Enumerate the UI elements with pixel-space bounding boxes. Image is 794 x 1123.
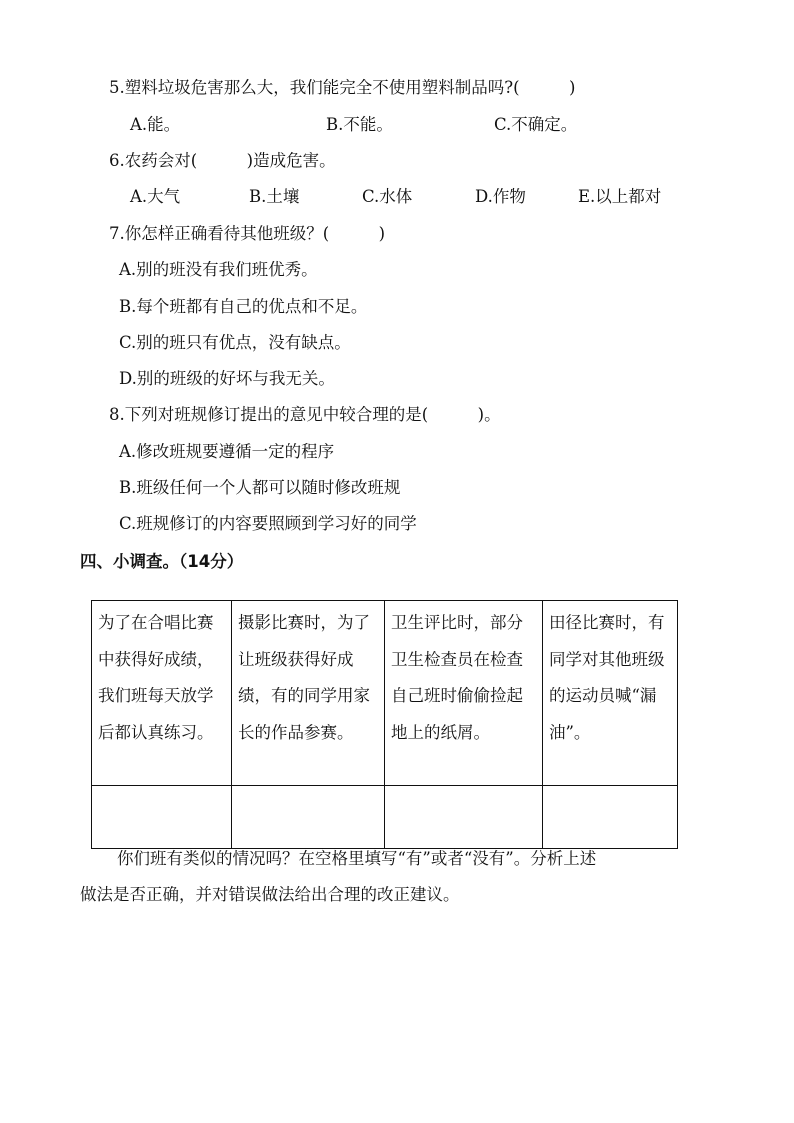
answer-cell-2[interactable] bbox=[232, 786, 385, 849]
table-row bbox=[92, 786, 678, 849]
survey-table bbox=[91, 600, 678, 849]
answer-cell-1[interactable] bbox=[92, 786, 232, 849]
survey-cell-athletics: 田径比赛时，有同学对其他班级的运动员喊“漏油”。 bbox=[543, 601, 678, 786]
question-6-option-c: C.水体 bbox=[362, 187, 413, 206]
question-5-stem: 5.塑料垃圾危害那么大，我们能完全不使用塑料制品吗?( ) bbox=[109, 78, 576, 97]
answer-cell-4[interactable] bbox=[543, 786, 678, 849]
table-row bbox=[92, 601, 678, 786]
question-8-option-b: B.班级任何一个人都可以随时修改班规 bbox=[119, 478, 401, 497]
question-6-option-e: E.以上都对 bbox=[578, 187, 662, 206]
question-7-option-b: B.每个班都有自己的优点和不足。 bbox=[119, 297, 368, 316]
survey-cell-choir: 为了在合唱比赛中获得好成绩，我们班每天放学后都认真练习。 bbox=[92, 601, 232, 786]
question-5-option-a: A.能。 bbox=[130, 115, 181, 134]
question-6-option-b: B.土壤 bbox=[249, 187, 300, 206]
question-6-option-a: A.大气 bbox=[130, 187, 181, 206]
question-8-option-c: C.班规修订的内容要照顾到学习好的同学 bbox=[119, 514, 417, 533]
instruction-line-2: 做法是否正确，并对错误做法给出合理的改正建议。 bbox=[80, 885, 460, 904]
instruction-line-1: 你们班有类似的情况吗？在空格里填写“有”或者“没有”。分析上述 bbox=[117, 849, 597, 868]
question-6-stem: 6.农药会对( )造成危害。 bbox=[109, 151, 336, 170]
question-5-option-b: B.不能。 bbox=[326, 115, 393, 134]
question-7-option-c: C.别的班只有优点，没有缺点。 bbox=[119, 333, 351, 352]
question-7-option-a: A.别的班没有我们班优秀。 bbox=[119, 260, 318, 279]
survey-cell-photography: 摄影比赛时，为了让班级获得好成绩，有的同学用家长的作品参赛。 bbox=[232, 601, 385, 786]
question-5-option-c: C.不确定。 bbox=[494, 115, 578, 134]
answer-cell-3[interactable] bbox=[385, 786, 543, 849]
section-4-heading: 四、小调查。（14分） bbox=[80, 552, 244, 571]
question-7-stem: 7.你怎样正确看待其他班级？( ) bbox=[109, 224, 386, 243]
question-8-stem: 8.下列对班规修订提出的意见中较合理的是( )。 bbox=[109, 405, 501, 424]
question-6-option-d: D.作物 bbox=[475, 187, 526, 206]
question-7-option-d: D.别的班级的好坏与我无关。 bbox=[119, 369, 335, 388]
survey-cell-hygiene: 卫生评比时，部分卫生检查员在检查自己班时偷偷捡起地上的纸屑。 bbox=[385, 601, 543, 786]
question-8-option-a: A.修改班规要遵循一定的程序 bbox=[119, 442, 335, 461]
